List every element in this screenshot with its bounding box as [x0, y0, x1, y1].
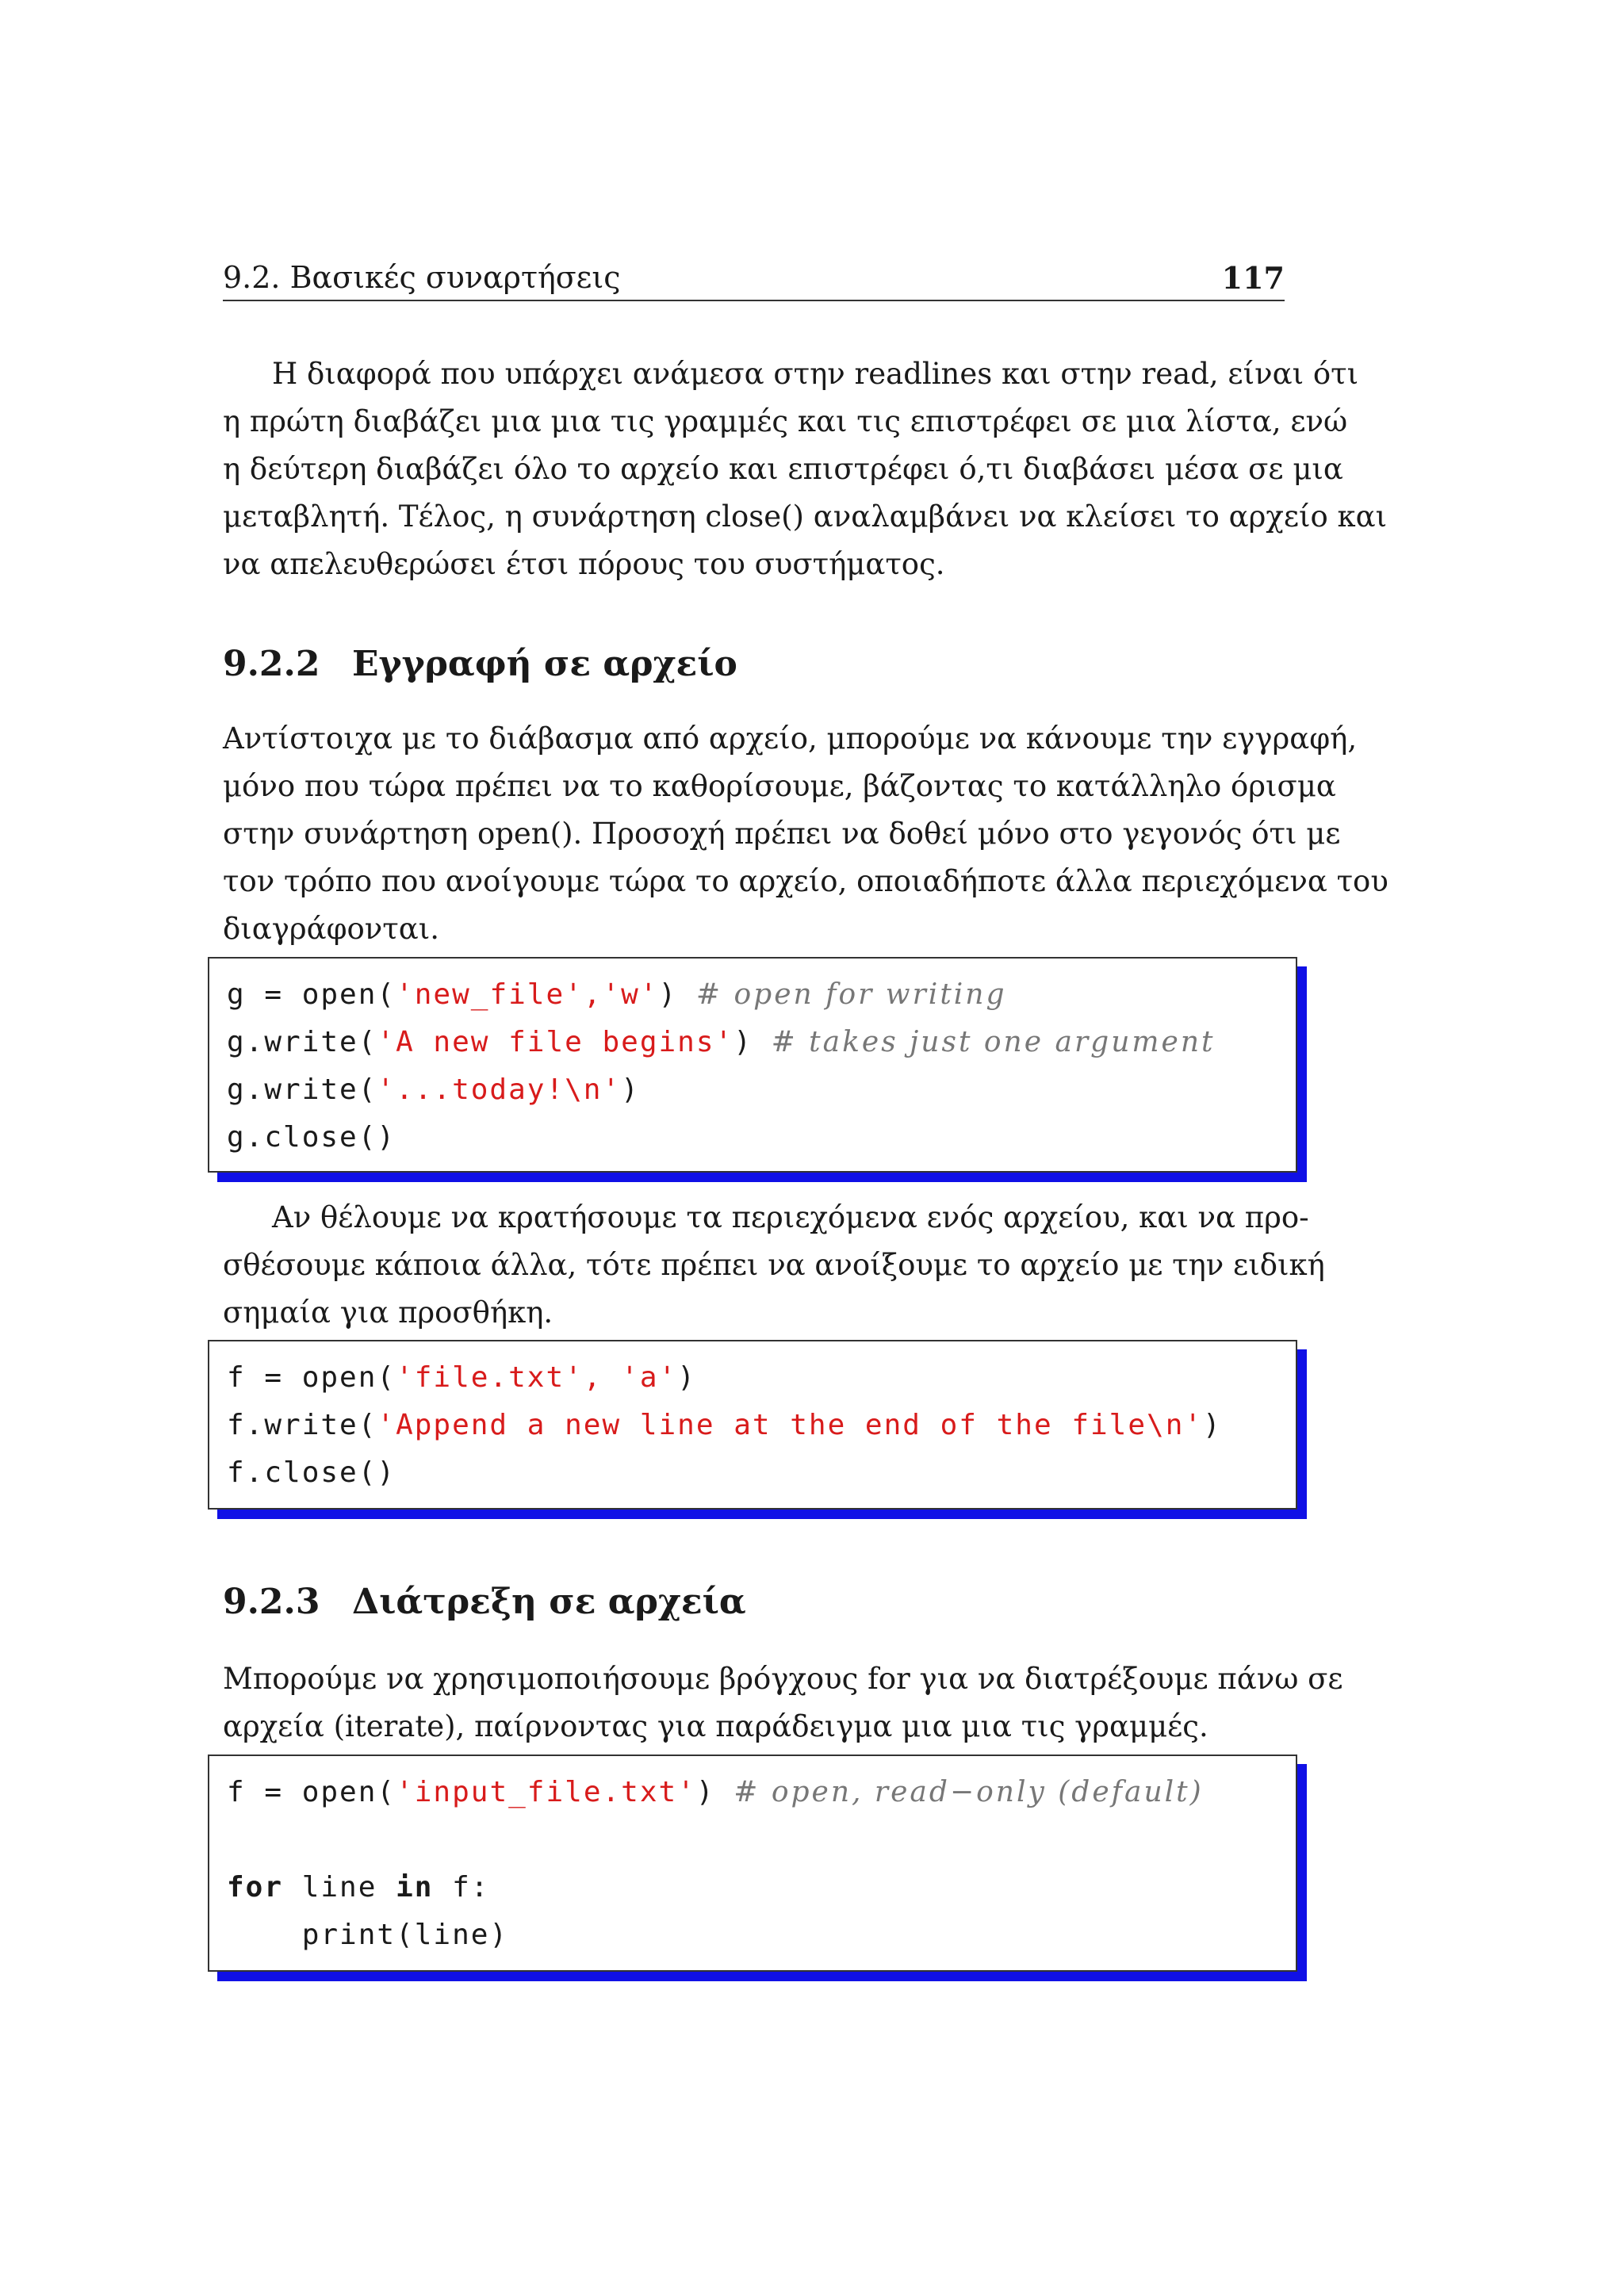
- section-heading-922: [223, 644, 737, 684]
- page-number: 117: [1221, 260, 1285, 296]
- code-line: for line in f:: [227, 1871, 490, 1904]
- running-section-title: 9.2. Βασικές συναρτήσεις: [223, 260, 621, 295]
- text-line: μεταβλητή. Τέλος, η συνάρτηση close() αναλαμβάνει να κλείσει το αρχείο και: [223, 499, 1388, 534]
- code-line: print(line): [227, 1919, 509, 1951]
- code-block-iterate: [208, 1755, 1297, 1972]
- code-line: f.close(): [227, 1456, 396, 1489]
- section-heading-923: [223, 1582, 746, 1622]
- text-line: μόνο που τώρα πρέπει να το καθορίσουμε, βάζοντας το κατάλληλο όρισμα: [223, 769, 1336, 803]
- code-line: g = open('new_file','w') # open for writing: [227, 978, 1007, 1011]
- paragraph-read-vs-readlines: [223, 350, 1388, 588]
- text-line: σθέσουμε κάποια άλλα, τότε πρέπει να ανοίξουμε το αρχείο με την ειδική: [223, 1248, 1325, 1282]
- code-line: g.write('A new file begins') # takes just one argument: [227, 1026, 1216, 1058]
- text-line: αρχεία (iterate), παίρνοντας για παράδειγμα μια μια τις γραμμές.: [223, 1709, 1208, 1743]
- code-line: g.close(): [227, 1121, 396, 1154]
- text-line: Αντίστοιχα με το διάβασμα από αρχείο, μπορούμε να κάνουμε την εγγραφή,: [223, 721, 1358, 756]
- text-line: η πρώτη διαβάζει μια μια τις γραμμές και τις επιστρέφει σε μια λίστα, ενώ: [223, 404, 1348, 438]
- text-line: να απελευθερώσει έτσι πόρους του συστήματος.: [223, 547, 945, 581]
- section-number: 9.2.2: [223, 644, 320, 684]
- text-line: διαγράφονται.: [223, 912, 440, 946]
- running-header: [223, 255, 1285, 301]
- paragraph-append-intro: [223, 1194, 1325, 1337]
- code-block-append: [208, 1340, 1297, 1510]
- text-line: Μπορούμε να χρησιμοποιήσουμε βρόγχους for για να διατρέξουμε πάνω σε: [223, 1662, 1343, 1696]
- text-line: στην συνάρτηση open(). Προσοχή πρέπει να δοθεί μόνο στο γεγονός ότι με: [223, 817, 1341, 851]
- text-line: Η διαφορά που υπάρχει ανάμεσα στην readlines και στην read, είναι ότι: [272, 357, 1359, 391]
- paragraph-writing-intro: [223, 715, 1388, 953]
- text-line: η δεύτερη διαβάζει όλο το αρχείο και επιστρέφει ό,τι διαβάσει μέσα σε μια: [223, 452, 1343, 486]
- text-line: σημαία για προσθήκη.: [223, 1295, 553, 1330]
- text-line: τον τρόπο που ανοίγουμε τώρα το αρχείο, οποιαδήποτε άλλα περιεχόμενα του: [223, 864, 1388, 898]
- code-line: f = open('file.txt', 'a'): [227, 1361, 696, 1394]
- section-number: 9.2.3: [223, 1582, 320, 1622]
- code-line: f.write('Append a new line at the end of the file\n'): [227, 1409, 1222, 1441]
- paragraph-iterate-intro: [223, 1655, 1343, 1751]
- section-title: Διάτρεξη σε αρχεία: [352, 1582, 746, 1622]
- code-line: g.write('...today!\n'): [227, 1073, 640, 1106]
- code-block-write: [208, 957, 1297, 1173]
- text-line: Αν θέλουμε να κρατήσουμε τα περιεχόμενα ενός αρχείου, και να προ-: [272, 1200, 1309, 1234]
- code-line: f = open('input_file.txt') # open, read−only (default): [227, 1776, 1204, 1808]
- section-title: Εγγραφή σε αρχείο: [352, 644, 737, 684]
